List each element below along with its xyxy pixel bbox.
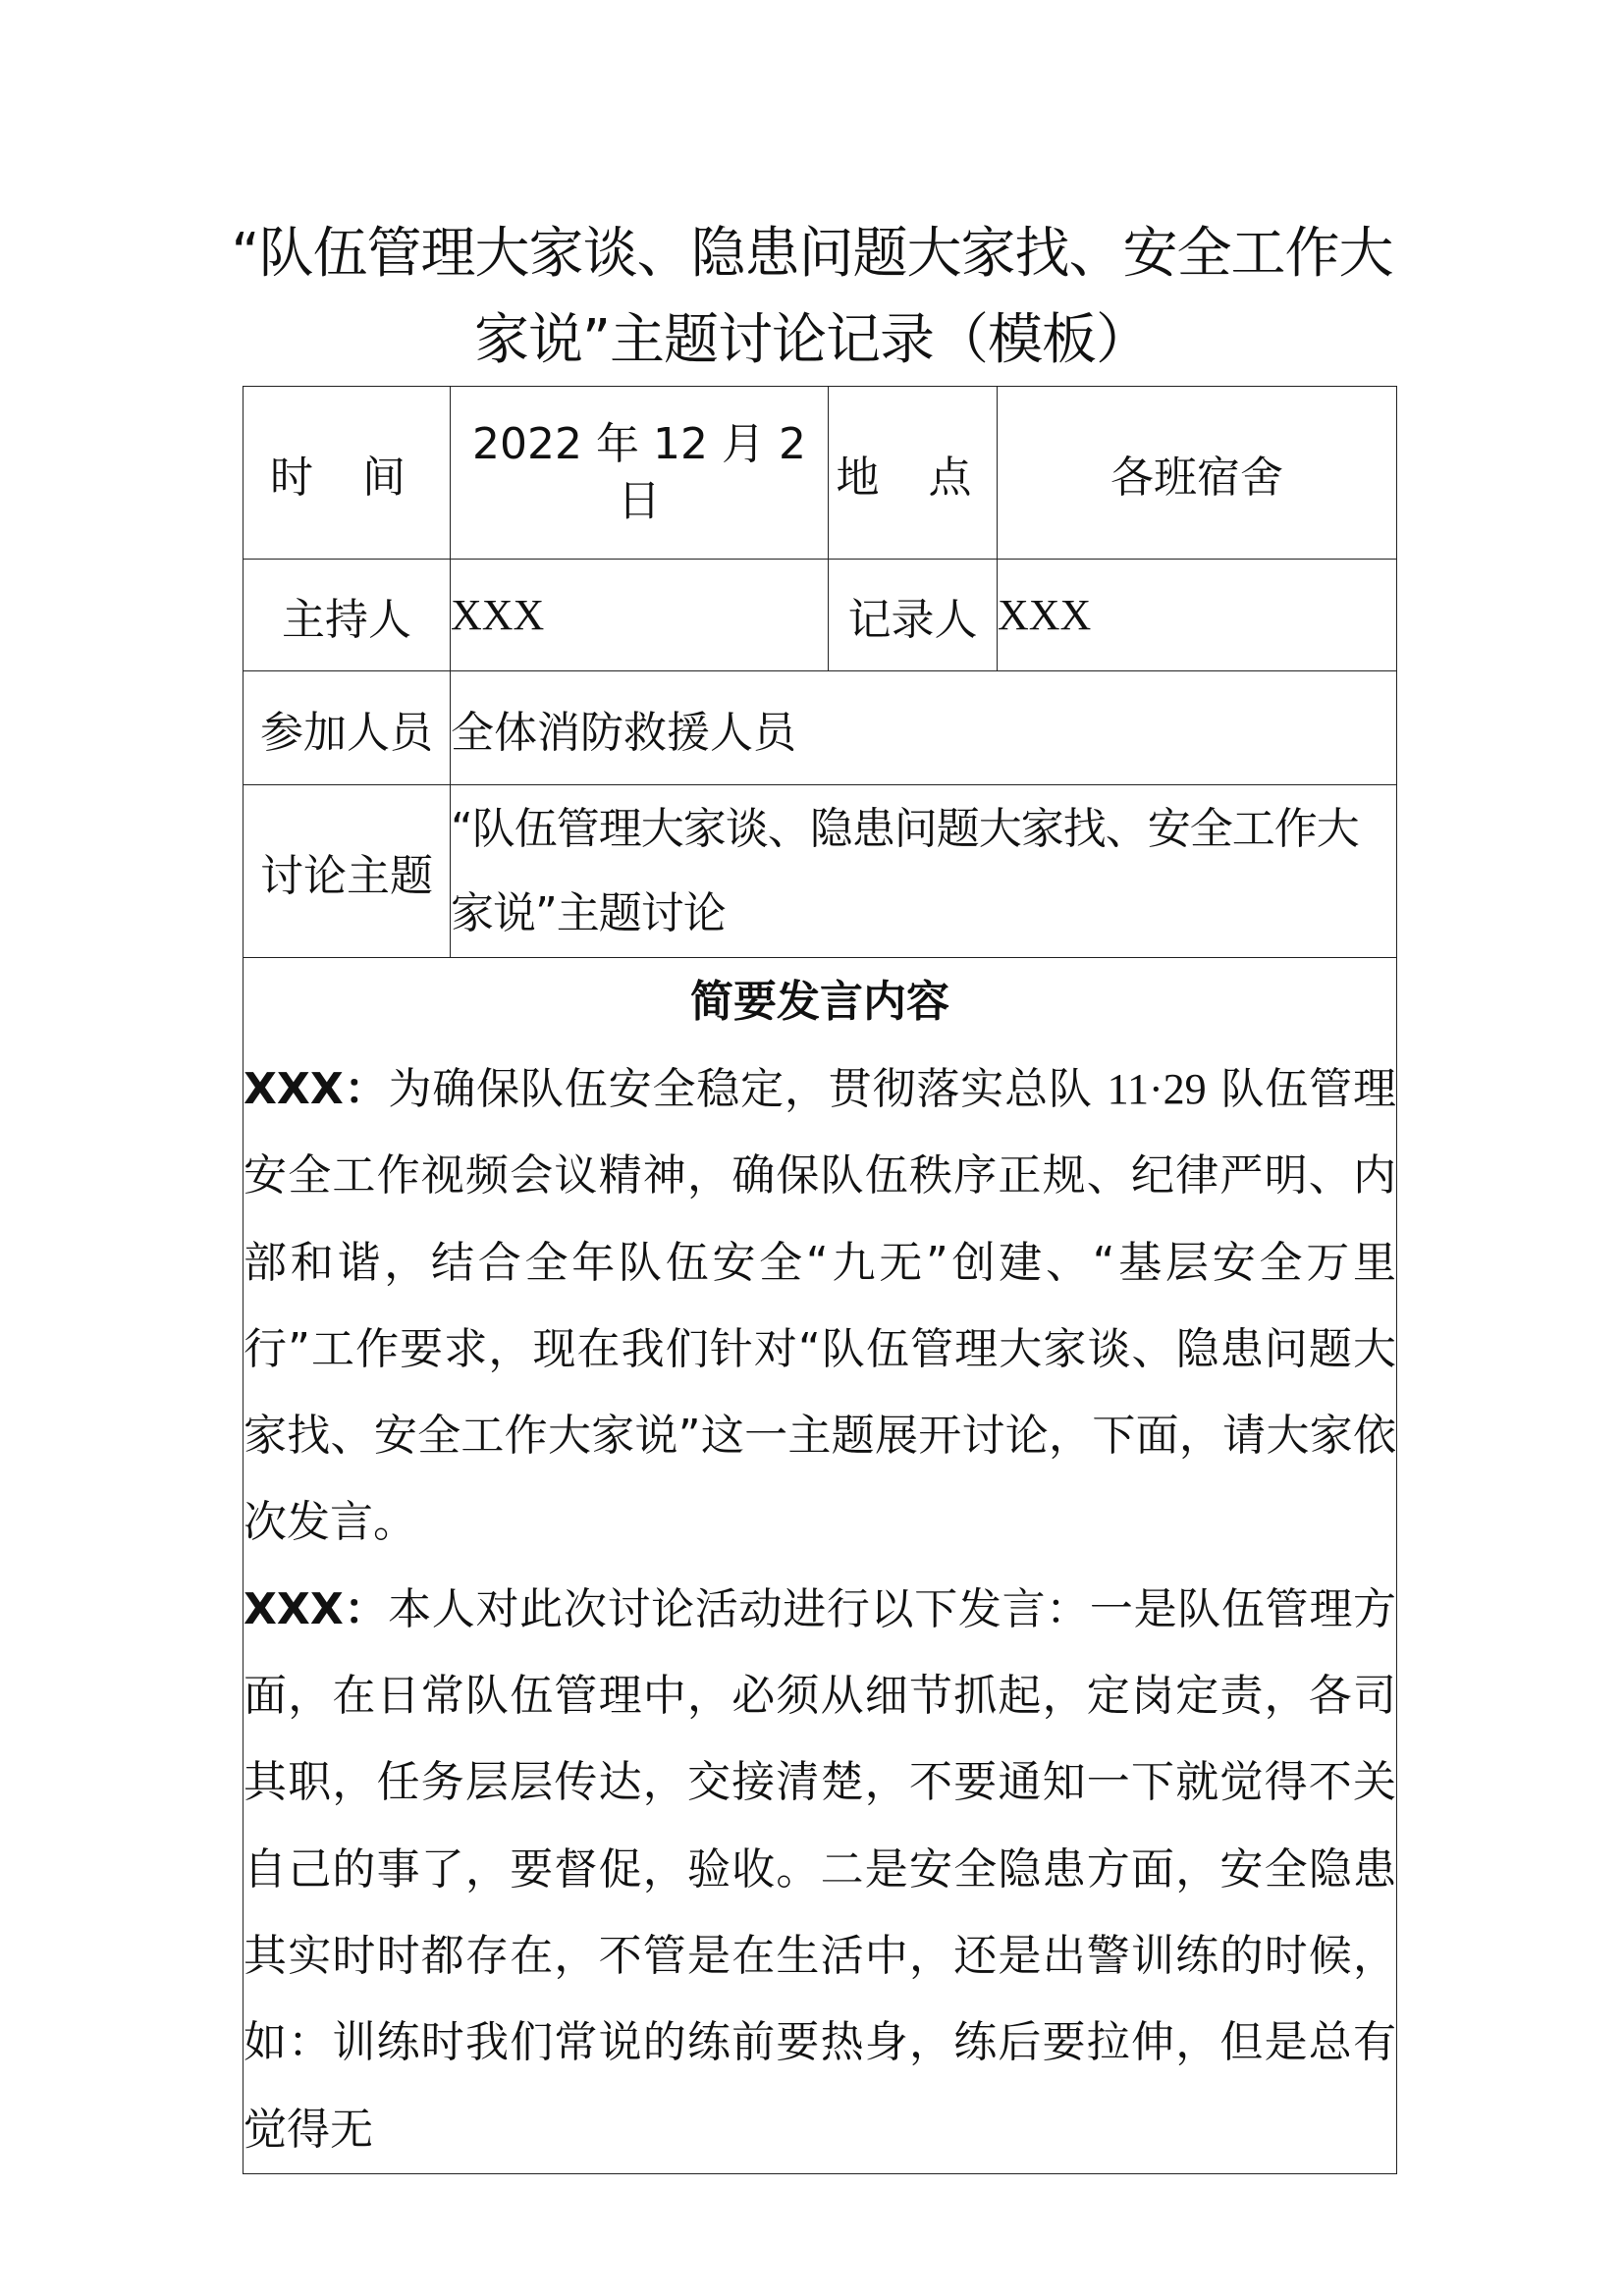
place-value: 各班宿舍 xyxy=(998,387,1397,560)
title-line-2: 家说”主题讨论记录（模板） xyxy=(473,308,1150,372)
speech-1-speaker: XXX： xyxy=(244,1064,389,1114)
title-line-1: “队伍管理大家谈、隐患问题大家找、安全工作大 xyxy=(231,222,1393,286)
recorder-label: 记录人 xyxy=(829,560,998,671)
speech-2 xyxy=(244,1567,1396,2173)
participants-label: 参加人员 xyxy=(244,671,451,785)
discussion-record-table xyxy=(243,386,1397,2174)
host-label: 主持人 xyxy=(244,560,451,671)
topic-label: 讨论主题 xyxy=(244,785,451,958)
row-content xyxy=(244,958,1397,2174)
row-participants xyxy=(244,671,1397,785)
row-time-place xyxy=(244,387,1397,560)
row-host-recorder xyxy=(244,560,1397,671)
content-heading: 简要发言内容 xyxy=(690,977,949,1027)
host-value: XXX xyxy=(451,560,829,671)
time-label: 时 间 xyxy=(244,387,451,560)
participants-value: 全体消防救援人员 xyxy=(451,671,1397,785)
speech-1 xyxy=(244,1046,1396,1567)
speech-1-text-before: 为确保队伍安全稳定，贯彻落实总队 xyxy=(388,1064,1108,1114)
speech-content-cell xyxy=(244,958,1397,2174)
speech-2-speaker: XXX： xyxy=(244,1583,389,1634)
document-title xyxy=(196,211,1428,384)
time-value: 2022 年 12 月 2 日 xyxy=(451,387,829,560)
speech-1-text-after: 队伍管理安全工作视频会议精神，确保队伍秩序正规、纪律严明、内部和谐，结合全年队伍安全“九无”创建、“基层安全万里行”工作要求，现在我们针对“队伍管理大家谈、隐患问题大家找、安全工作大家说”这一主题展开讨论，下面，请大家依次发言。 xyxy=(244,1064,1396,1548)
topic-value: “队伍管理大家谈、隐患问题大家找、安全工作大家说”主题讨论 xyxy=(451,785,1397,958)
place-label: 地 点 xyxy=(829,387,998,560)
recorder-value: XXX xyxy=(998,560,1397,671)
speech-1-number: 11·29 xyxy=(1107,1065,1207,1113)
speech-2-text: 本人对此次讨论活动进行以下发言：一是队伍管理方面，在日常队伍管理中，必须从细节抓起，定岗定责，各司其职，任务层层传达，交接清楚，不要通知一下就觉得不关自己的事了，要督促，验收。二是安全隐患方面，安全隐患其实时时都存在，不管是在生活中，还是出警训练的时候，如：训练时我们常说的练前要热身，练后要拉伸，但是总有觉得无 xyxy=(244,1583,1396,2155)
row-topic xyxy=(244,785,1397,958)
